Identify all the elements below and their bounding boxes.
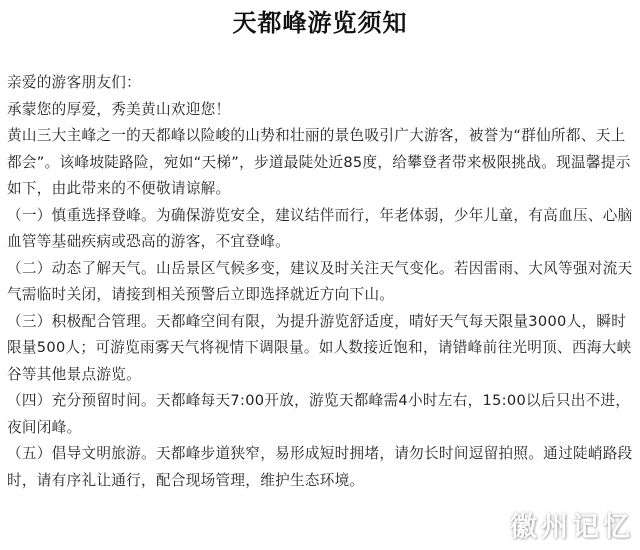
notice-item-3: （三）积极配合管理。天都峰空间有限，为提升游览舒适度，晴好天气每天限量3000人，瞬时限量500人；可游览雨雾天气将视情下调限量。如人数接近饱和，请错峰前往光明顶、西海大峡谷等其他景点游览。: [7, 312, 632, 383]
notice-body: [7, 70, 635, 494]
notice-item-2: （二）动态了解天气。山岳景区气候多变，建议及时关注天气变化。若因雷雨、大风等强对流天气需临时关闭，请接到相关预警后立即选择就近方向下山。: [7, 259, 633, 303]
welcome-line: 承蒙您的厚爱，秀美黄山欢迎您！: [7, 100, 231, 118]
page-title: 天都峰游览须知: [232, 9, 408, 37]
notice-item-4: （四）充分预留时间。天都峰每天7:00开放，游览天都峰需4小时左右，15:00以后只出不进，夜间闭峰。: [7, 392, 631, 436]
watermark: 徽州记忆: [510, 512, 634, 543]
intro-paragraph: 黄山三大主峰之一的天都峰以险峻的山势和壮丽的景色吸引广大游客，被誉为“群仙所都、天上都会”。该峰坡陡路险，宛如“天梯”，步道最陡处近85度，给攀登者带来极限挑战。现温馨提示如下，由此带来的不便敬请谅解。: [7, 127, 631, 197]
greeting-line: 亲爱的游客朋友们：: [7, 74, 142, 91]
notice-item-5: （五）倡导文明旅游。天都峰步道狭窄，易形成短时拥堵，请勿长时间逗留拍照。通过陡峭路段时，请有序礼让通行，配合现场管理，维护生态环境。: [7, 445, 633, 489]
notice-item-1: （一）慎重选择登峰。为确保游览安全，建议结伴而行，年老体弱，少年儿童，有高血压、心脑血管等基础疾病或恐高的游客，不宜登峰。: [7, 206, 633, 250]
